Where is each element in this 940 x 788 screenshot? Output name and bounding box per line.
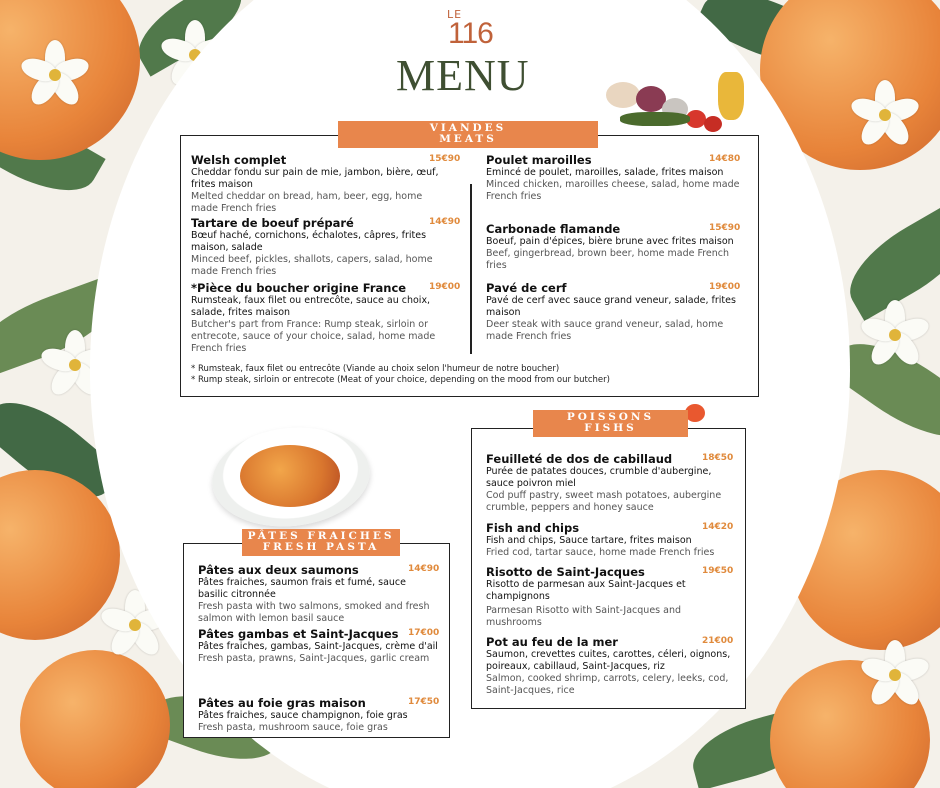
item-price: 15€90 [709, 223, 741, 233]
logo-le: LE [447, 8, 463, 21]
item-name: Tartare de boeuf préparé [191, 216, 354, 230]
tag-title-en: MEATS [439, 133, 497, 145]
item-description-fr: Saumon, crevettes cuites, carottes, céleri, oignons, poireaux, cabillaud, Saint-Jacques, riz [486, 649, 731, 672]
logo-number: 116 [448, 17, 493, 50]
item-description-en: Fresh pasta with two salmons, smoked and fresh salmon with lemon basil sauce [198, 601, 430, 624]
item-description-en: Fresh pasta, prawns, Saint-Jacques, garlic cream [198, 653, 430, 664]
tag-title-en: FISHS [584, 422, 637, 434]
item-price: 17€00 [408, 628, 440, 638]
item-name: Risotto de Saint-Jacques [486, 565, 645, 579]
item-price: 19€00 [709, 282, 741, 292]
section-tag-fish [533, 410, 688, 437]
item-description-en: Parmesan Risotto with Saint-Jacques and mushrooms [486, 605, 682, 628]
item-description-fr: Bœuf haché, cornichons, échalotes, câpres, frites maison, salade [191, 230, 427, 253]
tag-title-en: FRESH PASTA [262, 541, 380, 553]
menu-item [191, 216, 461, 278]
item-description-fr: Rumsteak, faux filet ou entrecôte, sauce au choix, salade, frites maison [191, 295, 431, 318]
item-description-en: Deer steak with sauce grand veneur, salad, home made French fries [486, 319, 724, 342]
item-description-fr: Pâtes fraiches, sauce champignon, foie gras [198, 710, 408, 721]
item-price: 21€00 [702, 636, 734, 646]
menu-item [486, 282, 742, 343]
item-description-fr: Cheddar fondu sur pain de mie, jambon, bière, œuf, frites maison [191, 167, 439, 190]
item-description-en: Fried cod, tartar sauce, home made French fries [486, 547, 715, 558]
item-description-en: Minced chicken, maroilles cheese, salad, home made French fries [486, 179, 740, 202]
tag-title-fr: PÂTES FRAICHES [247, 530, 395, 542]
item-name: Pâtes au foie gras maison [198, 696, 366, 710]
meats-section [180, 135, 759, 397]
item-description-fr: Boeuf, pain d'épices, bière brune avec frites maison [486, 236, 734, 247]
item-description-en: Fresh pasta, mushroom sauce, foie gras [198, 722, 388, 733]
item-name: Poulet maroilles [486, 153, 592, 167]
pasta-image [240, 445, 340, 507]
item-name: Pavé de cerf [486, 281, 567, 295]
menu-item [198, 697, 438, 734]
item-description-en: Melted cheddar on bread, ham, beer, egg, home made French fries [191, 191, 423, 214]
tag-title-fr: POISSONS [566, 411, 655, 423]
column-divider [470, 184, 472, 354]
item-price: 14€20 [702, 522, 734, 532]
item-description-en: Beef, gingerbread, brown beer, home made French fries [486, 248, 730, 271]
ingredients-image [602, 72, 752, 138]
item-price: 17€50 [408, 697, 440, 707]
item-price: 14€80 [709, 154, 741, 164]
menu-item [486, 566, 736, 629]
item-name: Fish and chips [486, 521, 580, 535]
item-description-en: Minced beef, pickles, shallots, capers, salad, home made French fries [191, 254, 433, 277]
section-tag-pasta [242, 529, 400, 556]
footnote-en: * Rump steak, sirloin or entrecote (Meat of your choice, depending on the mood from our butcher) [191, 375, 610, 385]
fish-section [471, 428, 746, 709]
item-price: 19€50 [702, 566, 734, 576]
item-name: Pâtes aux deux saumons [198, 563, 359, 577]
white-flower-icon [850, 80, 920, 150]
white-flower-icon [860, 640, 930, 710]
item-name: Pot au feu de la mer [486, 635, 618, 649]
footnote-fr: * Rumsteak, faux filet ou entrecôte (Viande au choix selon l'humeur de notre boucher) [191, 364, 560, 374]
item-price: 19€00 [429, 282, 461, 292]
menu-item [198, 564, 438, 625]
hibiscus-flower-icon [685, 404, 705, 422]
item-description-fr: Pâtes fraiches, saumon frais et fumé, sauce basilic citronnée [198, 577, 406, 600]
item-description-fr: Risotto de parmesan aux Saint-Jacques et champignons [486, 579, 686, 602]
menu-item [486, 223, 742, 272]
menu-item [198, 628, 438, 665]
menu-item [191, 281, 461, 355]
menu-item [486, 154, 742, 203]
orange-decoration [20, 650, 170, 788]
item-name: *Pièce du boucher origine France [191, 281, 407, 295]
item-description-fr: Pâtes fraiches, gambas, Saint-Jacques, crème d'ail [198, 641, 438, 652]
item-price: 14€90 [429, 217, 461, 227]
item-description-fr: Pavé de cerf avec sauce grand veneur, salade, frites maison [486, 295, 736, 318]
item-description-en: Butcher's part from France: Rump steak, sirloin or entrecote, sauce of your choice, salad, home made French fries [191, 319, 436, 354]
item-price: 14€90 [408, 564, 440, 574]
item-description-fr: Emincé de poulet, maroilles, salade, frites maison [486, 167, 724, 178]
section-tag-meats [338, 121, 598, 148]
white-flower-icon [860, 300, 930, 370]
item-price: 18€50 [702, 453, 734, 463]
item-description-en: Cod puff pastry, sweet mash potatoes, aubergine crumble, peppers and honey sauce [486, 490, 722, 513]
item-description-en: Salmon, cooked shrimp, carrots, celery, leeks, cod, Saint-Jacques, rice [486, 673, 729, 696]
item-name: Carbonade flamande [486, 222, 621, 236]
pasta-section [183, 543, 450, 738]
item-name: Feuilleté de dos de cabillaud [486, 452, 673, 466]
item-description-fr: Fish and chips, Sauce tartare, frites maison [486, 535, 692, 546]
tag-title-fr: VIANDES [429, 122, 507, 134]
menu-item [486, 453, 736, 514]
white-flower-icon [20, 40, 90, 110]
item-name: Pâtes gambas et Saint-Jacques [198, 627, 399, 641]
item-description-fr: Purée de patates douces, crumble d'aubergine, sauce poivron miel [486, 466, 712, 489]
page-title: MENU [396, 51, 530, 100]
menu-item [486, 636, 736, 697]
item-name: Welsh complet [191, 153, 287, 167]
menu-item [191, 153, 461, 215]
item-price: 15€90 [429, 154, 461, 164]
menu-item [486, 522, 736, 559]
